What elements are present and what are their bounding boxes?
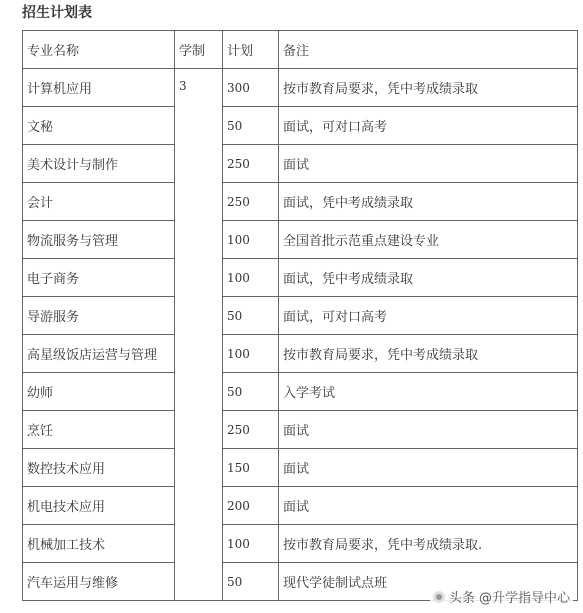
cell-notes: 面试 <box>279 487 578 525</box>
table-row <box>23 449 578 487</box>
cell-major: 物流服务与管理 <box>23 221 175 259</box>
table-row <box>23 183 578 221</box>
cell-plan: 50 <box>223 107 279 145</box>
cell-plan: 300 <box>223 69 279 107</box>
cell-notes: 面试 <box>279 449 578 487</box>
table-row <box>23 107 578 145</box>
header-notes: 备注 <box>279 31 578 69</box>
cell-plan: 100 <box>223 525 279 563</box>
cell-plan: 250 <box>223 183 279 221</box>
circle-logo-icon <box>433 591 445 603</box>
cell-notes: 按市教育局要求，凭中考成绩录取 <box>279 69 578 107</box>
cell-notes: 现代学徒制试点班 <box>279 563 578 601</box>
cell-plan: 150 <box>223 449 279 487</box>
cell-notes: 全国首批示范重点建设专业 <box>279 221 578 259</box>
cell-plan: 200 <box>223 487 279 525</box>
cell-notes: 按市教育局要求，凭中考成绩录取 <box>279 335 578 373</box>
cell-notes: 面试，可对口高考 <box>279 107 578 145</box>
table-row <box>23 69 578 107</box>
table-row <box>23 373 578 411</box>
watermark <box>430 586 573 607</box>
cell-notes: 面试，凭中考成绩录取 <box>279 259 578 297</box>
cell-plan: 50 <box>223 373 279 411</box>
enrollment-plan-table <box>22 30 578 601</box>
cell-major: 美术设计与制作 <box>23 145 175 183</box>
cell-major: 幼师 <box>23 373 175 411</box>
cell-notes: 面试，可对口高考 <box>279 297 578 335</box>
cell-notes: 面试 <box>279 411 578 449</box>
cell-plan: 100 <box>223 335 279 373</box>
table-row <box>23 297 578 335</box>
cell-major: 文秘 <box>23 107 175 145</box>
cell-major: 机械加工技术 <box>23 525 175 563</box>
cell-major: 电子商务 <box>23 259 175 297</box>
cell-notes: 面试 <box>279 145 578 183</box>
header-duration: 学制 <box>175 31 223 69</box>
table-row <box>23 487 578 525</box>
cell-notes: 面试，凭中考成绩录取 <box>279 183 578 221</box>
header-major: 专业名称 <box>23 31 175 69</box>
cell-major: 汽车运用与维修 <box>23 563 175 601</box>
cell-plan: 50 <box>223 297 279 335</box>
cell-duration: 3 <box>175 69 223 601</box>
cell-notes: 按市教育局要求，凭中考成绩录取. <box>279 525 578 563</box>
table-body <box>23 69 578 601</box>
cell-plan: 50 <box>223 563 279 601</box>
table-header-row <box>23 31 578 69</box>
cell-plan: 100 <box>223 221 279 259</box>
table-row <box>23 335 578 373</box>
cell-major: 烹饪 <box>23 411 175 449</box>
cell-major: 数控技术应用 <box>23 449 175 487</box>
watermark-text: 头条 @升学指导中心 <box>448 591 570 606</box>
table-row <box>23 221 578 259</box>
cell-major: 会计 <box>23 183 175 221</box>
cell-plan: 250 <box>223 145 279 183</box>
table-row <box>23 411 578 449</box>
cell-major: 高星级饭店运营与管理 <box>23 335 175 373</box>
cell-major: 机电技术应用 <box>23 487 175 525</box>
cell-notes: 入学考试 <box>279 373 578 411</box>
page-title: 招生计划表 <box>22 5 92 21</box>
table-row <box>23 525 578 563</box>
cell-major: 计算机应用 <box>23 69 175 107</box>
table-row <box>23 145 578 183</box>
header-plan: 计划 <box>223 31 279 69</box>
cell-plan: 250 <box>223 411 279 449</box>
cell-plan: 100 <box>223 259 279 297</box>
table-row <box>23 259 578 297</box>
cell-major: 导游服务 <box>23 297 175 335</box>
